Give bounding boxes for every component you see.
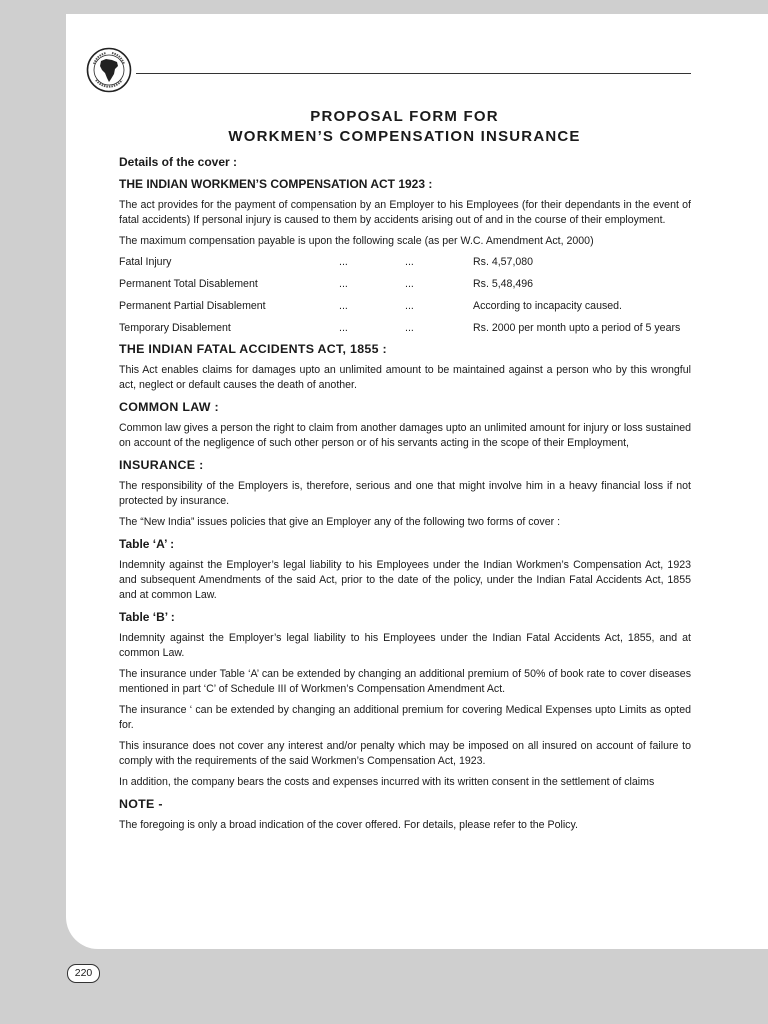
fatal-accidents-paragraph: This Act enables claims for damages upto an unlimited amount to be maintained against a person who by this wrongful act, neglect or default causes the death of another. [119, 364, 691, 391]
fatal-accidents-heading: THE INDIAN FATAL ACCIDENTS ACT, 1855 : [119, 342, 387, 356]
scale-row [119, 255, 691, 277]
insurance-paragraph-2: The “New India” issues policies that give an Employer any of the following two forms of cover : [119, 516, 561, 528]
note-paragraph: The foregoing is only a broad indication of the cover offered. For details, please refer to the Policy. [119, 819, 578, 831]
scale-label: Permanent Total Disablement [119, 278, 258, 290]
scale-dots: ... [339, 300, 348, 312]
scale-row [119, 321, 691, 341]
scale-dots: ... [405, 278, 414, 290]
document-body [119, 154, 691, 839]
act-1923-heading: THE INDIAN WORKMEN’S COMPENSATION ACT 1923 : [119, 177, 433, 191]
common-law-heading: COMMON LAW : [119, 400, 219, 414]
scale-value: Rs. 4,57,080 [473, 256, 534, 268]
insurance-paragraph-1: The responsibility of the Employers is, therefore, serious and one that might involve him in a heavy financial loss if not protected by insurance. [119, 480, 691, 507]
table-b-paragraph-5: In addition, the company bears the costs and expenses incurred with its written consent in the settlement of claims [119, 776, 655, 788]
scale-value: Rs. 5,48,496 [473, 278, 534, 290]
scale-dots: ... [405, 322, 414, 334]
compensation-scale-table [119, 255, 691, 341]
table-b-paragraph-1: Indemnity against the Employer’s legal liability to his Employees under the Indian Fatal Accidents Act, 1855, and at common Law. [119, 632, 691, 659]
scale-dots: ... [339, 256, 348, 268]
insurance-heading: INSURANCE : [119, 458, 204, 472]
scale-row [119, 299, 691, 321]
table-a-heading: Table ‘A’ : [119, 537, 175, 551]
act-1923-paragraph: The act provides for the payment of compensation by an Employer to his Employees (for their dependants in the event of fatal accidents) If personal injury is caused to them by accidents arising out of and in the course of their employment. [119, 199, 691, 226]
scale-label: Fatal Injury [119, 256, 172, 268]
page-number: 220 [67, 964, 100, 983]
scale-row [119, 277, 691, 299]
scale-dots: ... [339, 322, 348, 334]
common-law-paragraph: Common law gives a person the right to claim from another damages upto an unlimited amount for injury or loss sustained on account of the negligence of such other person or of his servants acting in the scope of their Employment, [119, 422, 691, 449]
table-a-paragraph: Indemnity against the Employer’s legal liability to his Employees under the Indian Workmen’s Compensation Act, 1923 and subsequent Amendments of the said Act, prior to the date of the policy, under the Indian Fatal Accidents Act, 1855 and at common Law. [119, 559, 691, 601]
scale-dots: ... [405, 256, 414, 268]
details-heading: Details of the cover : [119, 155, 238, 169]
scale-value: Rs. 2000 per month upto a period of 5 years [473, 322, 681, 334]
header-rule [136, 73, 691, 74]
note-heading: NOTE - [119, 797, 163, 811]
scale-dots: ... [405, 300, 414, 312]
scale-label: Temporary Disablement [119, 322, 231, 334]
title-line-2: WORKMEN’S COMPENSATION INSURANCE [228, 128, 581, 145]
table-b-heading: Table ‘B’ : [119, 610, 175, 624]
title-line-1: PROPOSAL FORM FOR [310, 108, 499, 125]
scale-value: According to incapacity caused. [473, 300, 622, 312]
table-b-paragraph-3: The insurance ‘ can be extended by changing an additional premium for covering Medical Expenses upto Limits as opted for. [119, 704, 691, 731]
scale-dots: ... [339, 278, 348, 290]
scale-label: Permanent Partial Disablement [119, 300, 266, 312]
scale-intro: The maximum compensation payable is upon the following scale (as per W.C. Amendment Act, 2000) [119, 235, 594, 247]
table-b-paragraph-4: This insurance does not cover any interest and/or penalty which may be imposed on all insured on account of failure to comply with the requirements of the said Workmen’s Compensation Act, 1923. [119, 740, 691, 767]
company-emblem-icon [86, 47, 132, 93]
table-b-paragraph-2: The insurance under Table ‘A’ can be extended by changing an additional premium of 50% of book rate to cover diseases mentioned in part ‘C’ of Schedule III of Workmen’s Compensation Amendment Act. [119, 668, 691, 695]
